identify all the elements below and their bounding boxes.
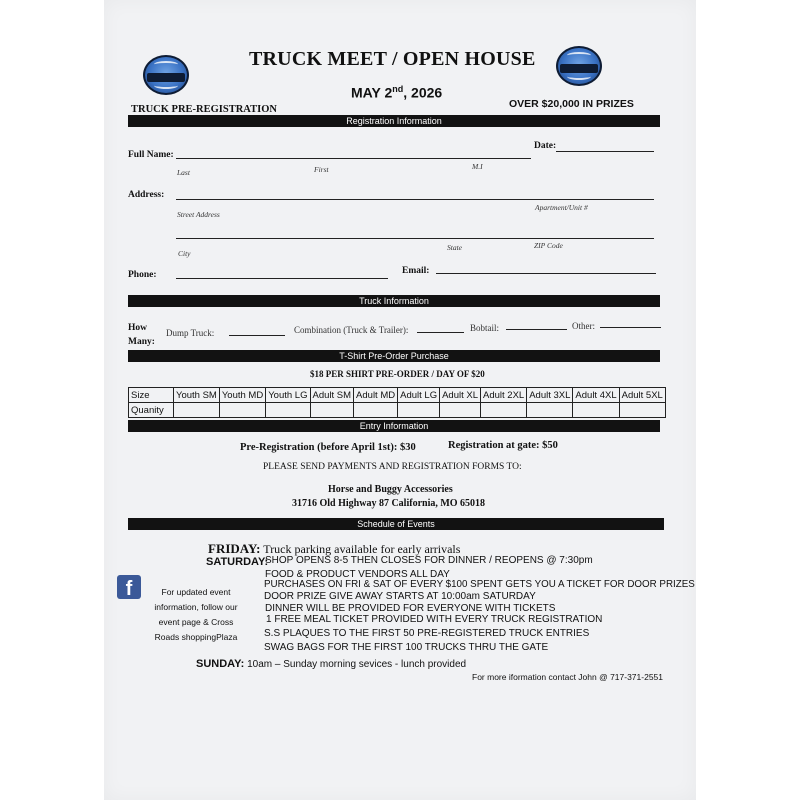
event-date: MAY 2nd, 2026 <box>351 84 443 101</box>
size-cell: Adult XL <box>440 388 481 403</box>
size-cell: Adult 2XL <box>481 388 527 403</box>
quantity-header: Quanity <box>129 403 174 418</box>
quantity-cell[interactable] <box>310 403 354 418</box>
last-caption: Last <box>177 168 190 177</box>
saturday-line: DINNER WILL BE PROVIDED FOR EVERYONE WITH TICKETS <box>265 603 556 614</box>
company-name: Horse and Buggy Accessories <box>328 484 453 495</box>
combination-label: Combination (Truck & Trailer): <box>294 325 409 335</box>
mi-caption: M.I <box>472 162 483 171</box>
pre-registration-label: TRUCK PRE-REGISTRATION <box>131 104 277 115</box>
saturday-line: SHOP OPENS 8-5 THEN CLOSES FOR DINNER / REOPENS @ 7:30pm <box>265 555 593 566</box>
saturday-line: S.S PLAQUES TO THE FIRST 50 PRE-REGISTERED TRUCK ENTRIES <box>264 628 590 639</box>
phone-label: Phone: <box>128 270 157 280</box>
size-cell: Adult 4XL <box>573 388 619 403</box>
size-row <box>129 388 666 403</box>
quantity-cell[interactable] <box>527 403 573 418</box>
contact-info: For more iformation contact John @ 717-371-2551 <box>472 672 664 682</box>
dump-truck-line[interactable] <box>229 335 285 336</box>
tshirt-price: $18 PER SHIRT PRE-ORDER / DAY OF $20 <box>310 369 485 379</box>
quantity-cell[interactable] <box>354 403 398 418</box>
tshirt-table <box>128 387 666 418</box>
quantity-cell[interactable] <box>573 403 619 418</box>
size-cell: Youth SM <box>174 388 220 403</box>
logo-right <box>556 46 602 86</box>
other-label: Other: <box>572 321 595 331</box>
dump-truck-label: Dump Truck: <box>166 328 215 338</box>
address-label: Address: <box>128 190 165 200</box>
facebook-icon[interactable]: f <box>117 575 141 599</box>
sunday-row <box>196 658 466 670</box>
send-instructions: PLEASE SEND PAYMENTS AND REGISTRATION FORMS TO: <box>263 462 522 472</box>
saturday-line: FOOD & PRODUCT VENDORS ALL DAY <box>265 569 450 580</box>
quantity-cell[interactable] <box>398 403 440 418</box>
sunday-text: 10am – Sunday morning sevices - lunch provided <box>247 659 467 670</box>
state-caption: State <box>447 243 462 252</box>
quantity-cell[interactable] <box>619 403 665 418</box>
street-line[interactable] <box>176 199 654 200</box>
quantity-cell[interactable] <box>481 403 527 418</box>
bobtail-label: Bobtail: <box>470 323 499 333</box>
logo-left <box>143 55 189 95</box>
email-line[interactable] <box>436 273 656 274</box>
friday-text: Truck parking available for early arrivals <box>263 542 461 556</box>
tshirt-heading: T-Shirt Pre-Order Purchase <box>128 350 660 362</box>
sunday-label: SUNDAY: <box>196 658 245 670</box>
date-line[interactable] <box>556 151 654 152</box>
schedule-heading: Schedule of Events <box>128 518 664 530</box>
quantity-cell[interactable] <box>219 403 265 418</box>
other-line[interactable] <box>600 327 661 328</box>
size-cell: Adult 3XL <box>527 388 573 403</box>
bobtail-line[interactable] <box>506 329 567 330</box>
facebook-note: For updated event information, follow our event page & Cross Roads shoppingPlaza <box>154 587 238 642</box>
size-cell: Adult SM <box>310 388 354 403</box>
page-title: TRUCK MEET / OPEN HOUSE <box>249 48 536 70</box>
gate-price: Registration at gate: $50 <box>448 440 558 451</box>
how-many-label: How Many: <box>128 323 155 347</box>
size-cell: Youth MD <box>219 388 265 403</box>
zip-caption: ZIP Code <box>534 241 563 250</box>
email-label: Email: <box>402 266 430 276</box>
size-cell: Youth LG <box>266 388 310 403</box>
city-line[interactable] <box>176 238 654 239</box>
quantity-cell[interactable] <box>174 403 220 418</box>
truck-heading: Truck Information <box>128 295 660 307</box>
prizes-label: OVER $20,000 IN PRIZES <box>509 98 634 110</box>
size-cell: Adult LG <box>398 388 440 403</box>
registration-heading: Registration Information <box>128 115 660 127</box>
apartment-caption: Apartment/Unit # <box>535 203 588 212</box>
saturday-line: PURCHASES ON FRI & SAT OF EVERY $100 SPENT GETS YOU A TICKET FOR DOOR PRIZES <box>264 579 695 590</box>
company-address: 31716 Old Highway 87 California, MO 65018 <box>292 498 486 509</box>
quantity-cell[interactable] <box>266 403 310 418</box>
saturday-line: 1 FREE MEAL TICKET PROVIDED WITH EVERY TRUCK REGISTRATION <box>266 614 603 625</box>
date-label: Date: <box>534 141 557 151</box>
pre-registration-price: Pre-Registration (before April 1st): $30 <box>240 442 416 453</box>
entry-heading: Entry Information <box>128 420 660 432</box>
friday-label: FRIDAY: <box>208 541 261 556</box>
street-caption: Street Address <box>177 210 220 219</box>
saturday-label: SATURDAY: <box>206 556 269 568</box>
full-name-label: Full Name: <box>128 150 174 160</box>
phone-line[interactable] <box>176 278 388 279</box>
city-caption: City <box>178 249 191 258</box>
quantity-cell[interactable] <box>440 403 481 418</box>
full-name-line[interactable] <box>176 158 531 159</box>
quantity-row <box>129 403 666 418</box>
combination-line[interactable] <box>417 332 464 333</box>
saturday-line: SWAG BAGS FOR THE FIRST 100 TRUCKS THRU THE GATE <box>264 642 549 653</box>
size-header: Size <box>129 388 174 403</box>
first-caption: First <box>314 165 329 174</box>
size-cell: Adult 5XL <box>619 388 665 403</box>
size-cell: Adult MD <box>354 388 398 403</box>
saturday-line: DOOR PRIZE GIVE AWAY STARTS AT 10:00am SATURDAY <box>264 591 536 602</box>
